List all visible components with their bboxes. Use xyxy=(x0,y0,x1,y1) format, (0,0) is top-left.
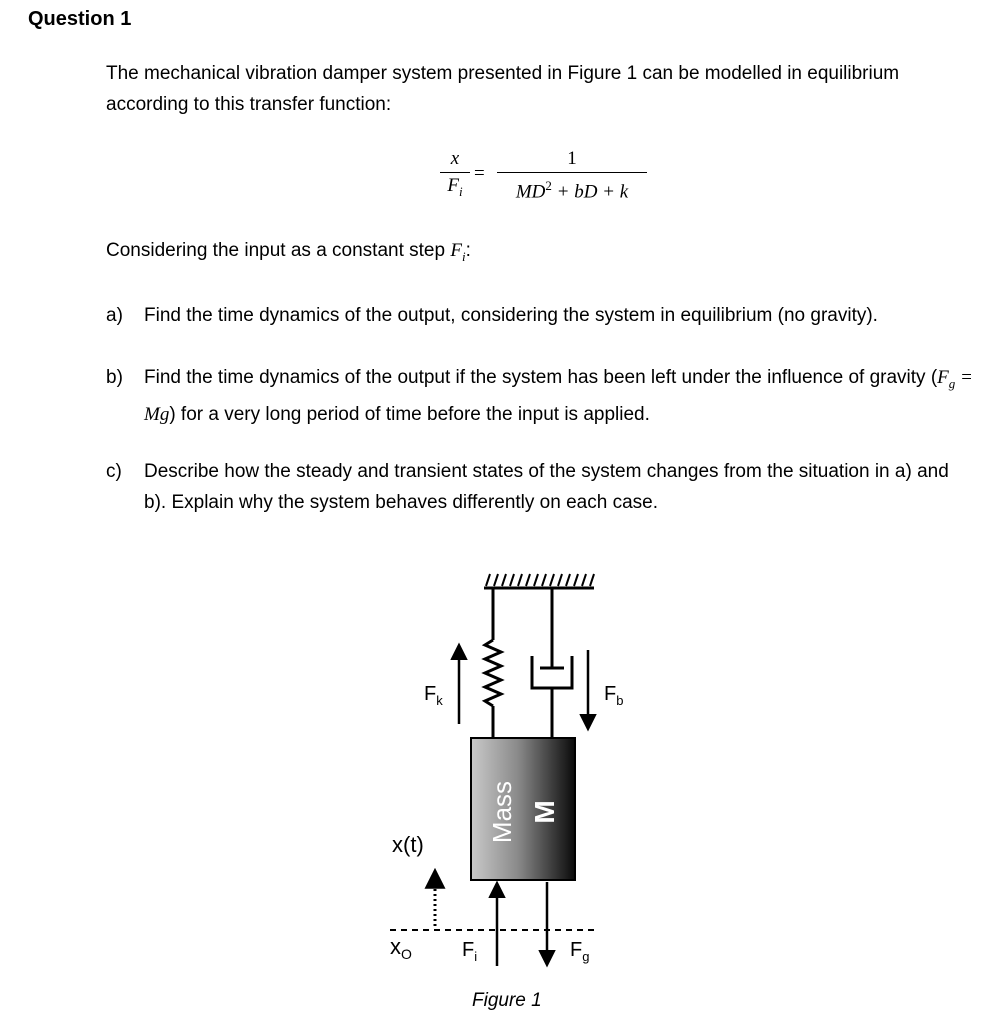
item-c-text: Describe how the steady and transient states of the system changes from the situation in a) and b). Explain why the system behaves differently on each case. xyxy=(144,461,949,513)
spring xyxy=(485,588,501,738)
rhs-numerator: 1 xyxy=(567,148,577,169)
lhs-denominator: $F_i$ xyxy=(447,175,463,199)
rhs-denominator: $MD^2$ + bD + k xyxy=(515,178,629,203)
damper xyxy=(532,588,572,738)
item-b-label: b) xyxy=(106,367,123,388)
item-a-label: a) xyxy=(106,305,123,326)
fi-label: $F_i$ xyxy=(462,939,478,964)
x0-label: $x_O$ xyxy=(390,934,412,962)
equals-sign: = xyxy=(474,163,485,184)
item-b-text: Find the time dynamics of the output if the system has been left under the influence of gravity $(F_g = Mg)$ for a very long period of time before the input is applied. xyxy=(144,367,973,425)
lhs-numerator: x xyxy=(450,148,460,169)
fb-label: $F_b$ xyxy=(604,683,624,708)
item-a-text: Find the time dynamics of the output, considering the system in equilibrium (no gravity). xyxy=(144,305,878,326)
intro-paragraph: The mechanical vibration damper system presented in Figure 1 can be modelled in equilibrium according to this transfer function: xyxy=(106,63,900,115)
figure-caption: Figure 1 xyxy=(472,990,542,1011)
considering-line: Considering the input as a constant step $F_i$: xyxy=(106,240,471,264)
question-heading: Question 1 xyxy=(28,8,132,30)
ceiling-hatch xyxy=(484,574,594,588)
xt-label: x(t) xyxy=(392,832,424,857)
mass-symbol: M xyxy=(529,800,560,824)
fg-label: $F_g$ xyxy=(570,939,590,964)
item-c-label: c) xyxy=(106,461,122,482)
mass-label: Mass xyxy=(487,780,517,844)
fk-label: $F_k$ xyxy=(424,683,443,708)
